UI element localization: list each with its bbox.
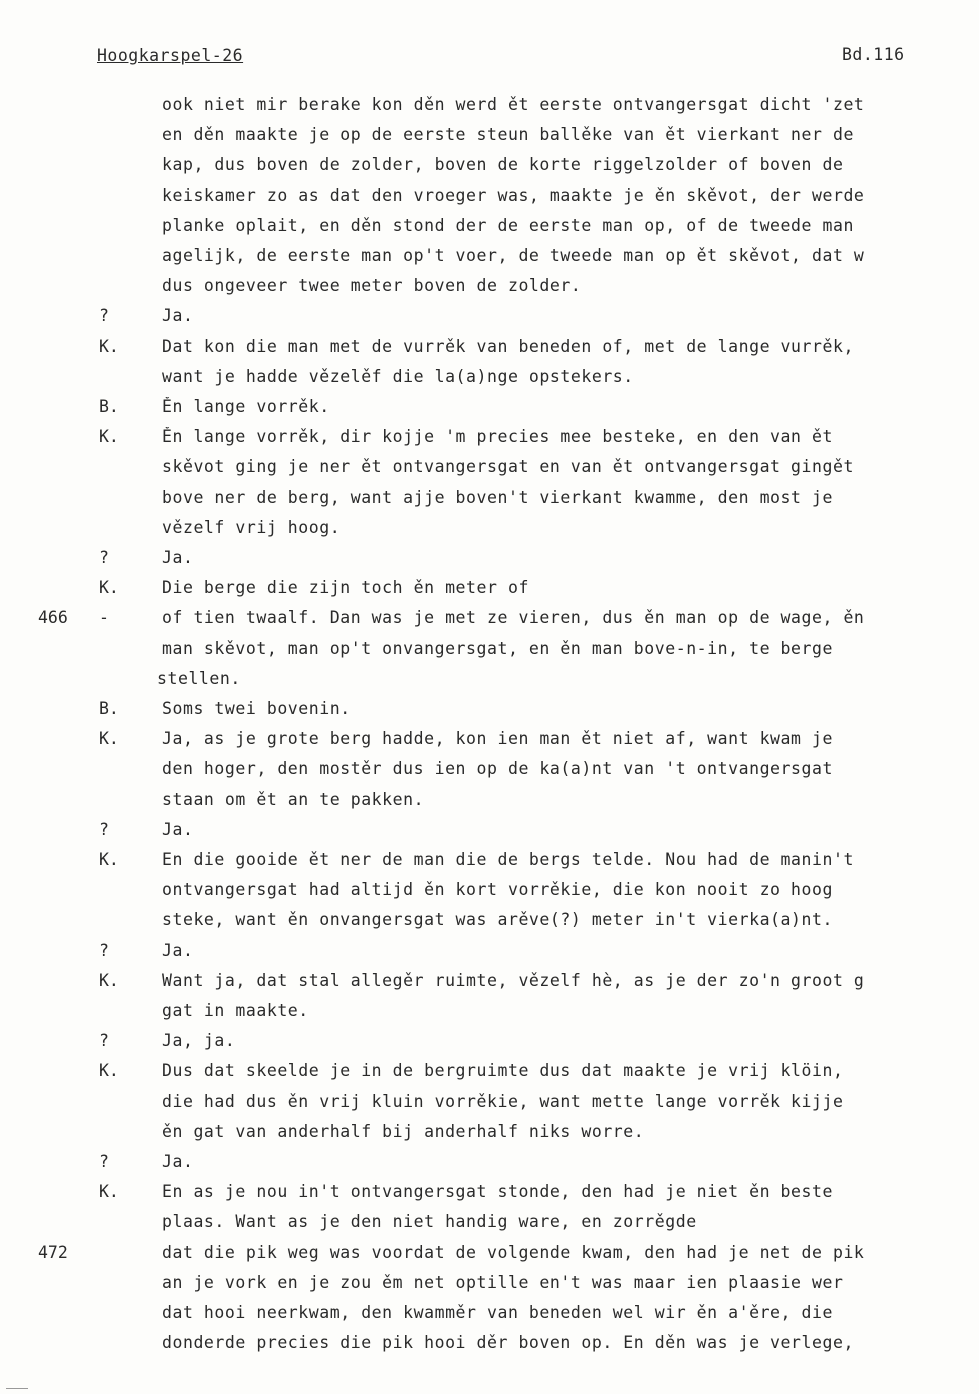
margin-line-number: 472 bbox=[38, 1242, 68, 1262]
transcript-line bbox=[0, 759, 979, 789]
line-text: Ja, ja. bbox=[162, 1031, 236, 1051]
line-text: of tien twaalf. Dan was je met ze vieren, dus ěn man op de wage, ěn bbox=[162, 608, 865, 628]
line-text: Ja. bbox=[162, 548, 194, 567]
speaker-label: K. bbox=[99, 850, 119, 869]
transcript-line bbox=[0, 246, 979, 276]
transcript-line bbox=[0, 1212, 979, 1242]
line-text: en děn maakte je op de eerste steun ballěke van ět vierkant ner de bbox=[162, 125, 854, 145]
transcript-line bbox=[0, 488, 979, 518]
transcript-line bbox=[0, 367, 979, 397]
transcript-line bbox=[0, 608, 979, 638]
speaker-label: ? bbox=[99, 306, 109, 326]
transcript-line bbox=[0, 337, 979, 367]
transcript-line bbox=[0, 276, 979, 306]
speaker-label: K. bbox=[99, 1061, 119, 1081]
line-text: gat in maakte. bbox=[162, 1001, 309, 1020]
transcript-line bbox=[0, 790, 979, 820]
speaker-label: K. bbox=[99, 427, 119, 447]
speaker-label: ? bbox=[99, 548, 109, 567]
line-text: die had dus ěn vrij kluin vorrěkie, want mette lange vorrěk kijje bbox=[162, 1091, 844, 1111]
transcript-line bbox=[0, 880, 979, 910]
line-text: skěvot ging je ner ět ontvangersgat en van ět ontvangersgat gingět bbox=[162, 457, 854, 477]
speaker-label: K. bbox=[99, 970, 119, 990]
line-text: keiskamer zo as dat den vroeger was, maakte je ěn skěvot, der werde bbox=[162, 185, 865, 205]
transcript-line bbox=[0, 1182, 979, 1212]
header-page-ref: Bd.116 bbox=[842, 45, 905, 64]
line-text: vězelf vrij hoog. bbox=[162, 517, 341, 537]
line-text: Ja. bbox=[162, 306, 194, 326]
transcript-line bbox=[0, 397, 979, 427]
transcript-line bbox=[0, 578, 979, 608]
line-text: Ěn lange vorrěk, dir kojje 'm precies mee besteke, en den van ět bbox=[162, 427, 833, 447]
transcript-line bbox=[0, 1333, 979, 1363]
speaker-label: K. bbox=[99, 336, 119, 356]
speaker-label: ? bbox=[99, 940, 109, 960]
line-text: stellen. bbox=[157, 668, 241, 688]
line-text: Ja, as je grote berg hadde, kon ien man ět niet af, want kwam je bbox=[162, 729, 833, 749]
line-text: ěn gat van anderhalf bij anderhalf niks worre. bbox=[162, 1121, 645, 1141]
speaker-label: - bbox=[99, 608, 109, 628]
transcript-line bbox=[0, 427, 979, 457]
line-text: den hoger, den mostěr dus ien op de ka(a)nt van 't ontvangersgat bbox=[162, 759, 833, 779]
line-text: dus ongeveer twee meter boven de zolder. bbox=[162, 276, 582, 296]
line-text: En as je nou in't ontvangersgat stonde, den had je niet ěn beste bbox=[162, 1182, 833, 1202]
line-text: Dat kon die man met de vurrěk van beneden of, met de lange vurrěk, bbox=[162, 336, 854, 356]
transcript-line bbox=[0, 1092, 979, 1122]
transcript-line bbox=[0, 729, 979, 759]
transcript-line bbox=[0, 850, 979, 880]
line-text: Dus dat skeelde je in de bergruimte dus dat maakte je vrij klöin, bbox=[162, 1061, 844, 1081]
line-text: ontvangersgat had altijd ěn kort vorrěkie, die kon nooit zo hoog bbox=[162, 880, 833, 900]
line-text: planke oplait, en děn stond der de eerste man op, of de tweede man bbox=[162, 215, 854, 235]
speaker-label: ? bbox=[99, 1031, 109, 1051]
line-text: want je hadde vězelěf die la(a)nge opstekers. bbox=[162, 366, 634, 386]
margin-line-number: 466 bbox=[38, 608, 68, 628]
line-text: plaas. Want as je den niet handig ware, en zorrěgde bbox=[162, 1212, 697, 1232]
transcript-line bbox=[0, 306, 979, 336]
transcript-line bbox=[0, 910, 979, 940]
line-text: Die berge die zijn toch ěn meter of bbox=[162, 578, 529, 598]
line-text: Ja. bbox=[162, 819, 194, 839]
line-text: bove ner de berg, want ajje boven't vierkant kwamme, den most je bbox=[162, 487, 833, 507]
transcript-line bbox=[0, 155, 979, 185]
transcript-line bbox=[0, 1061, 979, 1091]
transcript-line bbox=[0, 1243, 979, 1273]
speaker-label: B. bbox=[99, 699, 119, 718]
transcript-line bbox=[0, 216, 979, 246]
line-text: staan om ět an te pakken. bbox=[162, 789, 425, 809]
transcript-line bbox=[0, 457, 979, 487]
line-text: Ěn lange vorrěk. bbox=[162, 397, 330, 416]
line-text: agelijk, de eerste man op't voer, de tweede man op ět skěvot, dat w bbox=[162, 246, 865, 265]
line-text: donderde precies die pik hooi děr boven op. En děn was je verlege, bbox=[162, 1333, 854, 1353]
transcript-line bbox=[0, 639, 979, 669]
line-text: Ja. bbox=[162, 940, 194, 960]
transcript-line bbox=[0, 1273, 979, 1303]
transcript-line bbox=[0, 1152, 979, 1182]
margin-mark bbox=[6, 1388, 28, 1389]
line-text: dat hooi neerkwam, den kwamměr van beneden wel wir ěn a'ěre, die bbox=[162, 1303, 833, 1322]
transcript-line bbox=[0, 1001, 979, 1031]
transcript-line bbox=[0, 941, 979, 971]
speaker-label: ? bbox=[99, 819, 109, 839]
transcript-line bbox=[0, 518, 979, 548]
transcript-line bbox=[0, 95, 979, 125]
line-text: dat die pik weg was voordat de volgende kwam, den had je net de pik bbox=[162, 1242, 865, 1262]
line-text: Want ja, dat stal allegěr ruimte, vězelf hè, as je der zo'n groot g bbox=[162, 970, 865, 990]
transcript-line bbox=[0, 548, 979, 578]
transcript-line bbox=[0, 1303, 979, 1333]
line-text: kap, dus boven de zolder, boven de korte riggelzolder of boven de bbox=[162, 155, 844, 175]
line-text: Ja. bbox=[162, 1152, 194, 1171]
line-text: En die gooide ět ner de man die de bergs telde. Nou had de manin't bbox=[162, 850, 854, 869]
speaker-label: K. bbox=[99, 729, 119, 749]
line-text: an je vork en je zou ěm net optille en't was maar ien plaasie wer bbox=[162, 1272, 844, 1292]
speaker-label: B. bbox=[99, 397, 119, 416]
speaker-label: K. bbox=[99, 578, 119, 598]
transcript-line bbox=[0, 699, 979, 729]
line-text: steke, want ěn onvangersgat was arěve(?) meter in't vierka(a)nt. bbox=[162, 910, 833, 930]
transcript-line bbox=[0, 1031, 979, 1061]
transcript-line bbox=[0, 820, 979, 850]
header-title: Hoogkarspel-26 bbox=[97, 46, 244, 65]
speaker-label: ? bbox=[99, 1152, 109, 1171]
line-text: ook niet mir berake kon děn werd ět eerste ontvangersgat dicht 'zet bbox=[162, 95, 865, 114]
line-text: Soms twei bovenin. bbox=[162, 699, 351, 718]
transcript-line bbox=[0, 186, 979, 216]
line-text: man skěvot, man op't onvangersgat, en ěn man bove-n-in, te berge bbox=[162, 638, 833, 658]
speaker-label: K. bbox=[99, 1182, 119, 1202]
transcript-line bbox=[0, 971, 979, 1001]
transcript-line bbox=[0, 1122, 979, 1152]
transcript-line bbox=[0, 125, 979, 155]
transcript-line bbox=[0, 669, 979, 699]
